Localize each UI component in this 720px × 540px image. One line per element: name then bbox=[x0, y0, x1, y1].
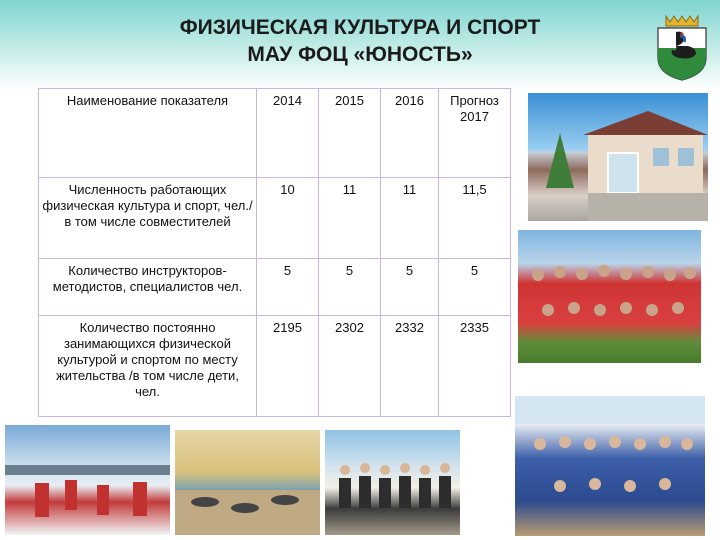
cell-value: 2195 bbox=[257, 316, 319, 417]
ski-event-photo bbox=[5, 425, 170, 535]
table-row bbox=[39, 259, 511, 316]
sports-building-photo bbox=[528, 93, 708, 221]
table-row bbox=[39, 316, 511, 417]
cell-value: 10 bbox=[257, 178, 319, 259]
cell-value: 11 bbox=[319, 178, 381, 259]
table-header-row bbox=[39, 89, 511, 178]
header-year-2014: 2014 bbox=[257, 89, 319, 178]
football-team-photo bbox=[518, 230, 701, 363]
header-forecast-2017: Прогноз 2017 bbox=[439, 89, 511, 178]
cell-value: 5 bbox=[257, 259, 319, 316]
cell-value: 2335 bbox=[439, 316, 511, 417]
cell-value: 5 bbox=[381, 259, 439, 316]
row-label: Количество постоянно занимающихся физической культурой и спортом по месту жительства /в том числе дети, чел. bbox=[39, 316, 257, 417]
cell-value: 5 bbox=[439, 259, 511, 316]
header-year-2015: 2015 bbox=[319, 89, 381, 178]
header-indicator: Наименование показателя bbox=[39, 89, 257, 178]
fitness-class-photo bbox=[175, 430, 320, 535]
slide-title bbox=[80, 14, 640, 68]
slide-title-line2: МАУ ФОЦ «ЮНОСТЬ» bbox=[247, 43, 473, 66]
basketball-team-photo bbox=[515, 396, 705, 536]
cell-value: 11 bbox=[381, 178, 439, 259]
awards-group-photo bbox=[325, 430, 460, 535]
cell-value: 11,5 bbox=[439, 178, 511, 259]
header-year-2016: 2016 bbox=[381, 89, 439, 178]
cell-value: 2332 bbox=[381, 316, 439, 417]
row-label: Количество инструкторов-методистов, специалистов чел. bbox=[39, 259, 257, 316]
row-label: Численность работающих физическая культура и спорт, чел./в том числе совместителей bbox=[39, 178, 257, 259]
cell-value: 5 bbox=[319, 259, 381, 316]
table-row bbox=[39, 178, 511, 259]
slide-title-line1: ФИЗИЧЕСКАЯ КУЛЬТУРА И СПОРТ bbox=[179, 16, 541, 39]
coat-of-arms-icon bbox=[652, 14, 712, 82]
indicators-table bbox=[38, 88, 511, 417]
cell-value: 2302 bbox=[319, 316, 381, 417]
